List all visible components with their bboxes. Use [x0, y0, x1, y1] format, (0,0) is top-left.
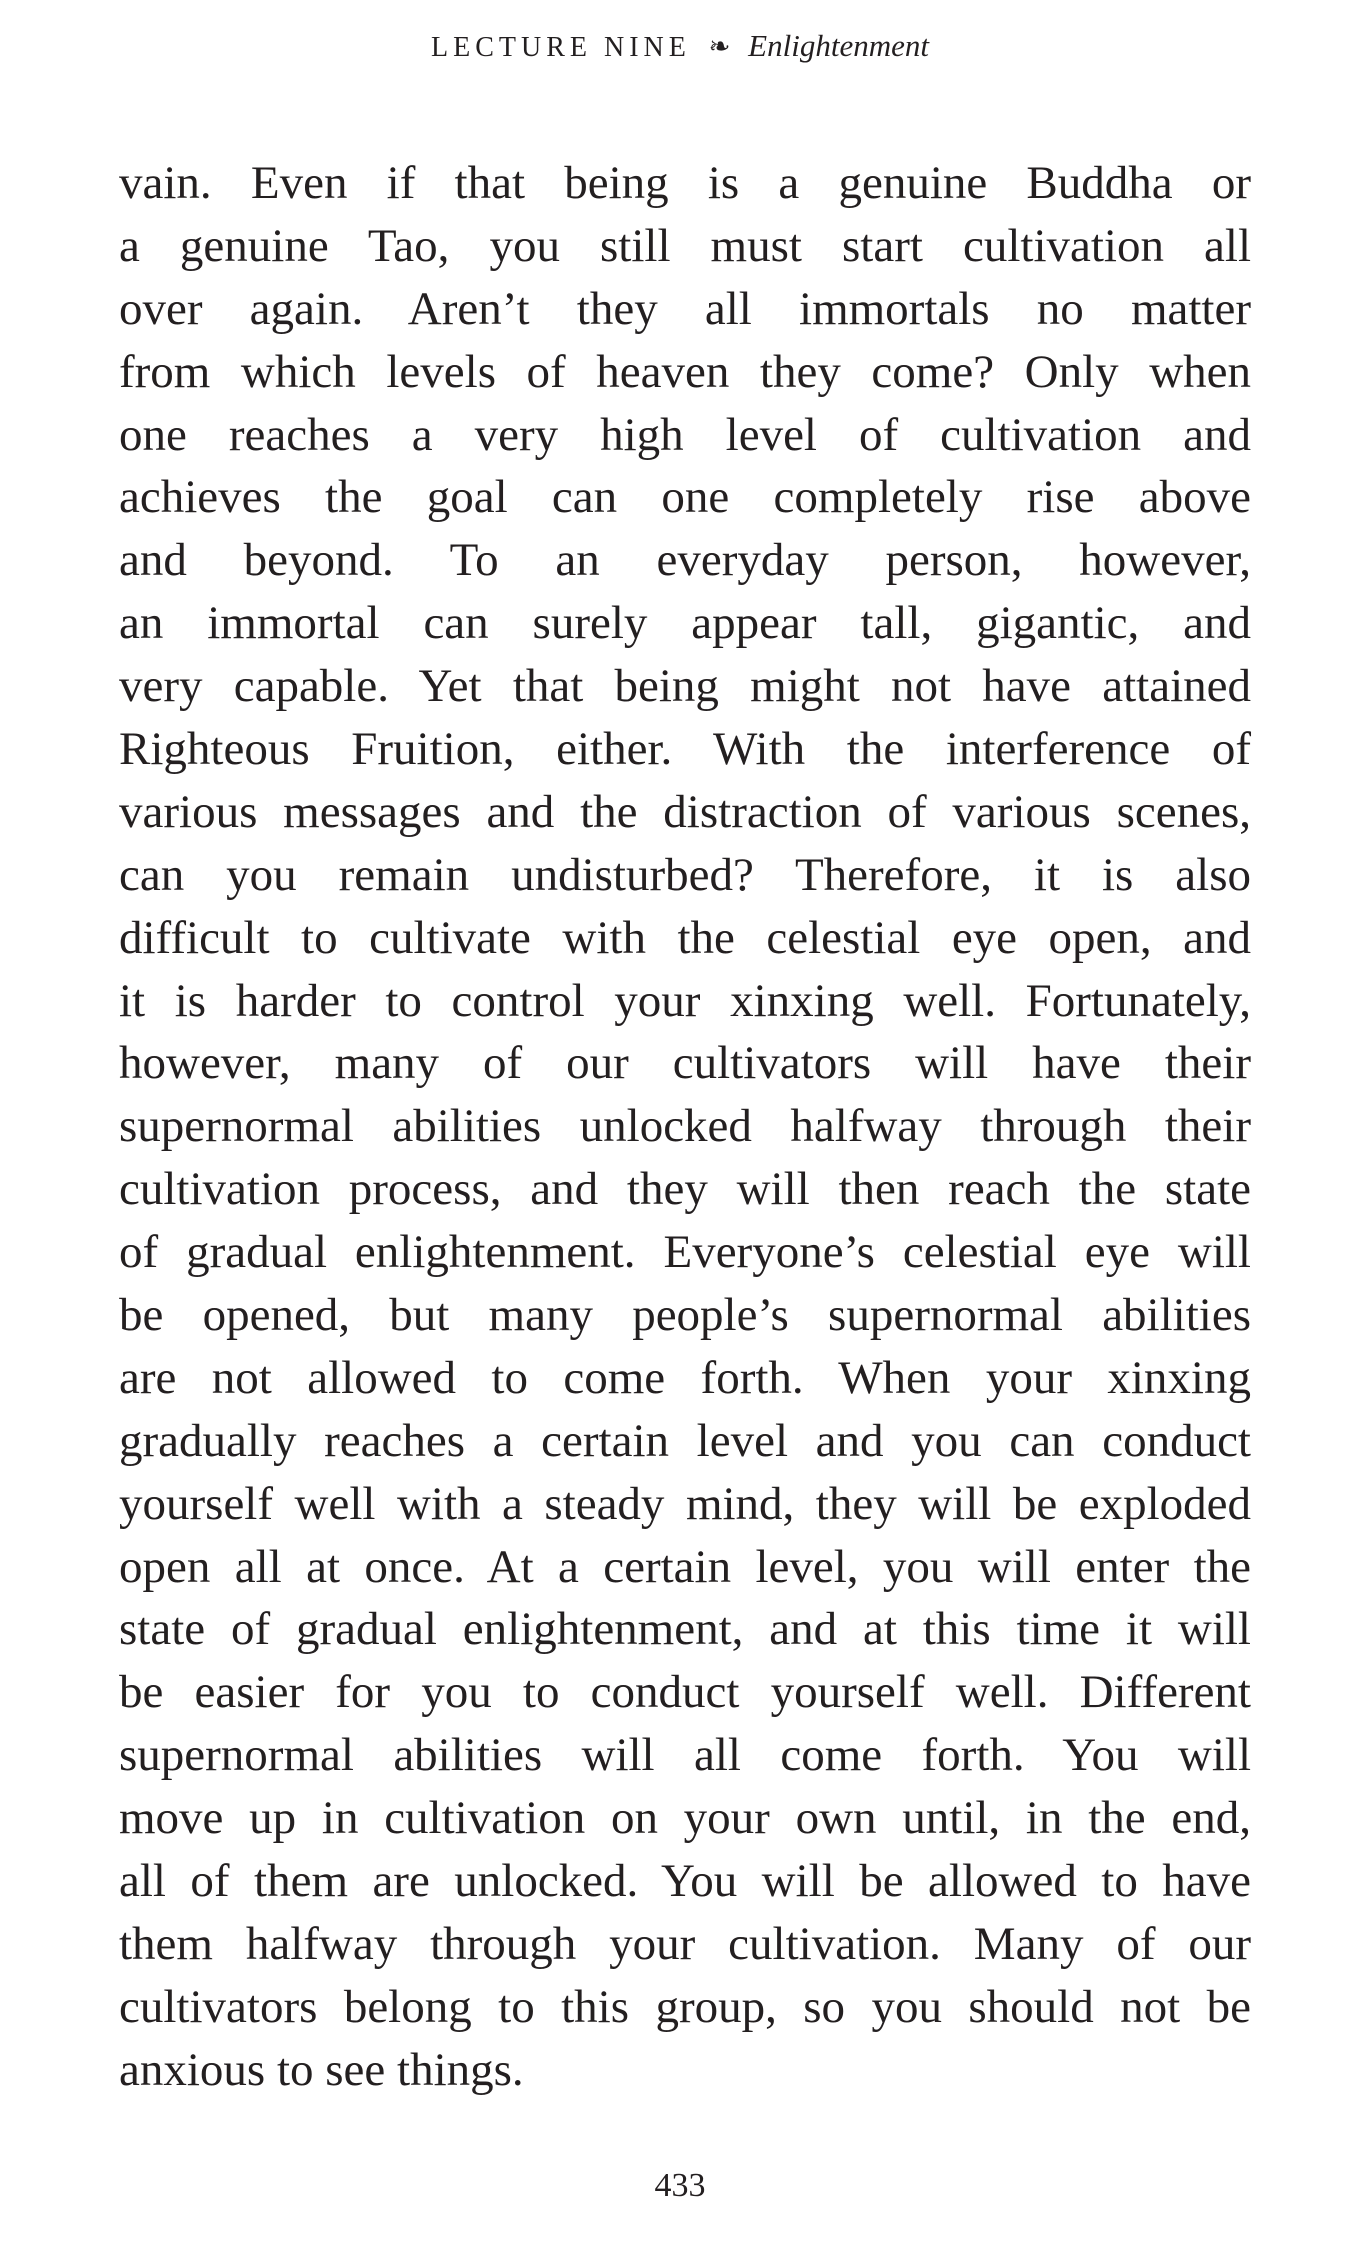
text-line: difficult to cultivate with the celestial eye open, and [119, 911, 1251, 964]
text-line: be opened, but many people’s supernormal abilities [119, 1289, 1251, 1342]
leaf-ornament-icon: ❧ [708, 32, 731, 61]
text-line: and beyond. To an everyday person, however, [119, 534, 1251, 587]
text-line: a genuine Tao, you still must start cultivation all [119, 219, 1251, 272]
text-line: can you remain undisturbed? Therefore, it is also [119, 848, 1251, 901]
text-line: yourself well with a steady mind, they will be exploded [119, 1477, 1251, 1530]
text-line: state of gradual enlightenment, and at this time it will [119, 1603, 1251, 1656]
text-line: vain. Even if that being is a genuine Buddha or [119, 157, 1251, 209]
page-number: 433 [654, 2167, 706, 2204]
text-line: move up in cultivation on your own until, in the end, [119, 1792, 1251, 1845]
chapter-title: LECTURE NINE [431, 32, 691, 63]
text-line: it is harder to control your xinxing well. Fortunately, [119, 974, 1251, 1027]
section-title: Enlightenment [748, 28, 929, 63]
text-line: of gradual enlightenment. Everyone’s celestial eye will [119, 1226, 1251, 1279]
text-line: them halfway through your cultivation. Many of our [119, 1917, 1251, 1970]
running-head [0, 26, 1360, 68]
text-line: all of them are unlocked. You will be allowed to have [119, 1855, 1251, 1908]
text-line: Righteous Fruition, either. With the interference of [119, 723, 1251, 776]
text-line: supernormal abilities unlocked halfway through their [119, 1100, 1251, 1153]
text-line: achieves the goal can one completely rise above [119, 471, 1251, 524]
text-line: cultivators belong to this group, so you should not be [119, 1980, 1251, 2033]
text-line: cultivation process, and they will then reach the state [119, 1163, 1251, 1216]
text-line: very capable. Yet that being might not have attained [119, 660, 1251, 713]
text-line: over again. Aren’t they all immortals no matter [119, 282, 1251, 335]
text-line: gradually reaches a certain level and you can conduct [119, 1414, 1251, 1467]
text-line: anxious to see things. [119, 2043, 524, 2096]
text-line: supernormal abilities will all come forth. You will [119, 1729, 1251, 1782]
body-paragraph [119, 152, 1251, 2102]
text-line: however, many of our cultivators will have their [119, 1037, 1251, 1090]
text-line: from which levels of heaven they come? Only when [119, 345, 1251, 398]
text-line: open all at once. At a certain level, you will enter the [119, 1540, 1251, 1593]
text-line: be easier for you to conduct yourself well. Different [119, 1666, 1251, 1719]
text-line: are not allowed to come forth. When your xinxing [119, 1351, 1251, 1404]
text-line: an immortal can surely appear tall, gigantic, and [119, 597, 1251, 650]
text-line: one reaches a very high level of cultivation and [119, 408, 1251, 461]
text-line: various messages and the distraction of various scenes, [119, 785, 1251, 838]
